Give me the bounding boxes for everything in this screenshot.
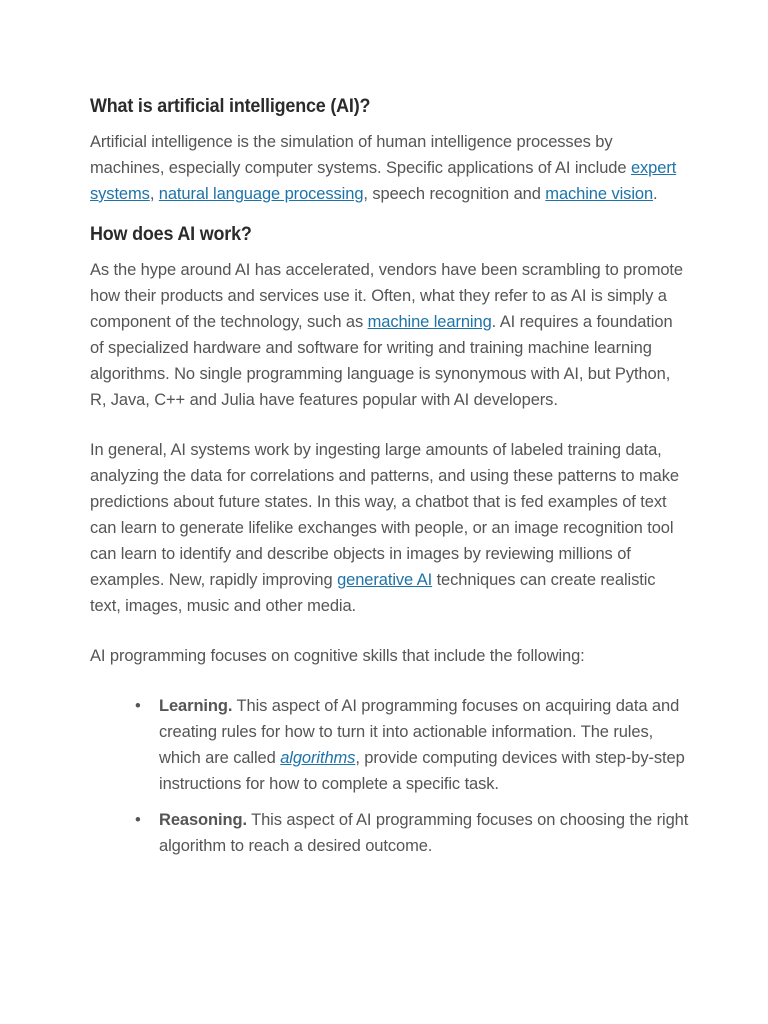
paragraph-text: techniques can create realistic text, images, music and other media.: [90, 571, 656, 615]
link-expert-systems[interactable]: expert systems: [90, 159, 677, 203]
paragraph-text: .: [653, 185, 658, 203]
link-natural-language-processing[interactable]: natural language processing: [158, 185, 364, 203]
article-body: [90, 88, 690, 869]
link-machine-vision[interactable]: machine vision: [545, 185, 654, 203]
list-item-text: This aspect of AI programming focuses on choosing the right algorithm to reach a desired outcome.: [159, 811, 689, 855]
paragraph-text: As the hype around AI has accelerated, vendors have been scrambling to promote how their products and services use it. Often, what they refer to as AI is simply a component of the technology, such as: [90, 261, 683, 331]
paragraph-text: Artificial intelligence is the simulation of human intelligence processes by machines, especially computer systems. Specific applications of AI include: [90, 133, 631, 177]
link-generative-ai[interactable]: generative AI: [337, 571, 433, 589]
cognitive-skills-list: [90, 693, 690, 859]
list-item-learning: [135, 693, 690, 797]
paragraph-text: . AI requires a foundation of specialized hardware and software for writing and training machine learning algorithms. No single programming language is synonymous with AI, but Python, R, Java, C++ and Julia have features popular with AI developers.: [90, 313, 673, 409]
paragraph-cognitive-skills: AI programming focuses on cognitive skills that include the following:: [90, 647, 585, 665]
separator-text: ,: [149, 185, 159, 203]
link-machine-learning[interactable]: machine learning: [367, 313, 492, 331]
section-heading-how-ai-works: How does AI work?: [90, 223, 252, 245]
list-item-title: Reasoning.: [159, 811, 247, 829]
section-heading-what-is-ai: What is artificial intelligence (AI)?: [90, 95, 371, 117]
bullet-icon: •: [135, 697, 141, 715]
paragraph-hype: [90, 257, 690, 413]
bullet-icon: •: [135, 811, 141, 829]
link-algorithms[interactable]: algorithms: [280, 749, 356, 767]
list-item-text: , provide computing devices with step-by-step instructions for how to complete a specific task.: [159, 749, 685, 793]
paragraph-text: In general, AI systems work by ingesting large amounts of labeled training data, analyzing the data for correlations and patterns, and using these patterns to make predictions about future states. In this way, a chatbot that is fed examples of text can learn to generate lifelike exchanges with people, or an image recognition tool can learn to identify and describe objects in images by reviewing millions of examples. New, rapidly improving: [90, 441, 679, 589]
paragraph-training: [90, 437, 690, 619]
paragraph-definition: [90, 129, 690, 207]
list-item-text: This aspect of AI programming focuses on acquiring data and creating rules for how to turn it into actionable information. The rules, which are called: [159, 697, 680, 767]
list-item-title: Learning.: [159, 697, 233, 715]
paragraph-text: , speech recognition and: [363, 185, 546, 203]
list-item-reasoning: [135, 807, 690, 859]
